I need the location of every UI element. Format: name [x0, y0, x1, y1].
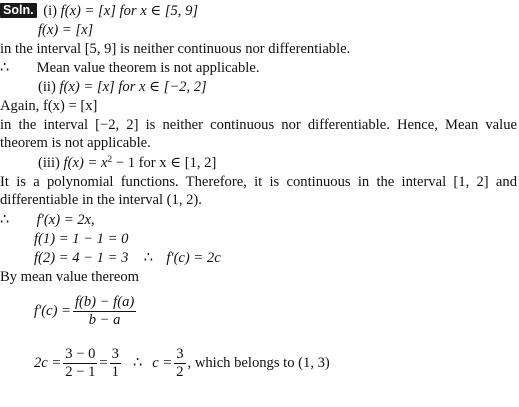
final-tail: , which belongs to (1, 3) — [187, 354, 330, 371]
derivative-expression: f′(x) = 2x, — [36, 212, 95, 228]
part2-definition: f(x) = [x] for x ∈ [−2, 2] — [59, 79, 207, 95]
final-c: c = — [152, 354, 173, 371]
part2-label: (ii) — [38, 79, 56, 95]
final-lhs: 2c = — [34, 354, 62, 371]
part2-header-line — [38, 78, 207, 96]
part1-conclusion-line — [0, 59, 260, 77]
mvt-lhs: f′(c) = — [34, 302, 71, 319]
solution-header-line — [0, 2, 198, 20]
therefore-symbol: ∴ — [0, 60, 10, 76]
therefore-symbol: ∴ — [143, 250, 154, 266]
part1-repeat: f(x) = [x] — [38, 22, 94, 38]
equals-sign: = — [99, 354, 108, 371]
part3-definition-suffix: − 1 for x ∈ [1, 2] — [112, 155, 217, 171]
mvt-numerator: f(b) − f(a) — [74, 293, 135, 310]
mvt-heading: By mean value thereom — [0, 269, 139, 285]
part1-statement: in the interval [5, 9] is neither continuous nor differentiable. — [0, 41, 351, 57]
part2-again: Again, f(x) = [x] — [0, 98, 98, 114]
final-computation — [34, 344, 330, 382]
final-fraction-2 — [110, 346, 121, 381]
mvt-denominator: b − a — [88, 311, 121, 328]
final-fraction-1 — [63, 346, 97, 381]
therefore-symbol: ∴ — [0, 212, 10, 228]
f2-line — [34, 249, 221, 267]
part3-definition-exponent: 2 — [107, 155, 113, 165]
final-fraction-2-denominator: 1 — [111, 363, 119, 380]
part3-header-line — [38, 154, 216, 172]
final-fraction-2-numerator: 3 — [111, 345, 119, 362]
f1-evaluation: f(1) = 1 − 1 = 0 — [34, 231, 129, 247]
mvt-fraction — [73, 294, 136, 329]
therefore-symbol: ∴ — [132, 355, 143, 371]
final-fraction-3-denominator: 2 — [176, 363, 184, 380]
part1-label: (i) — [43, 3, 57, 19]
part2-statement: in the interval [−2, 2] is neither continuous nor differentiable. Hence, Mean value theorem is not applicable. — [0, 117, 517, 151]
part1-definition: f(x) = [x] for x ∈ [5, 9] — [60, 3, 199, 19]
final-fraction-1-numerator: 3 − 0 — [65, 345, 96, 362]
mvt-formula — [34, 292, 138, 330]
f2-evaluation: f(2) = 4 − 1 = 3 — [34, 250, 129, 266]
part1-conclusion: Mean value theorem is not applicable. — [36, 60, 260, 76]
derivative-line — [0, 211, 95, 229]
part3-statement: It is a polynomial functions. Therefore, it is continuous in the interval [1, 2] and differentiable in the interval (1, 2). — [0, 174, 517, 208]
final-fraction-3-numerator: 3 — [176, 345, 184, 362]
part3-label: (iii) — [38, 155, 60, 171]
part3-definition-prefix: f(x) = x — [63, 155, 108, 171]
final-fraction-3 — [174, 346, 185, 381]
final-fraction-1-denominator: 2 − 1 — [65, 363, 96, 380]
solution-badge: Soln. — [0, 3, 37, 18]
fc-expression: f′(c) = 2c — [166, 250, 221, 266]
